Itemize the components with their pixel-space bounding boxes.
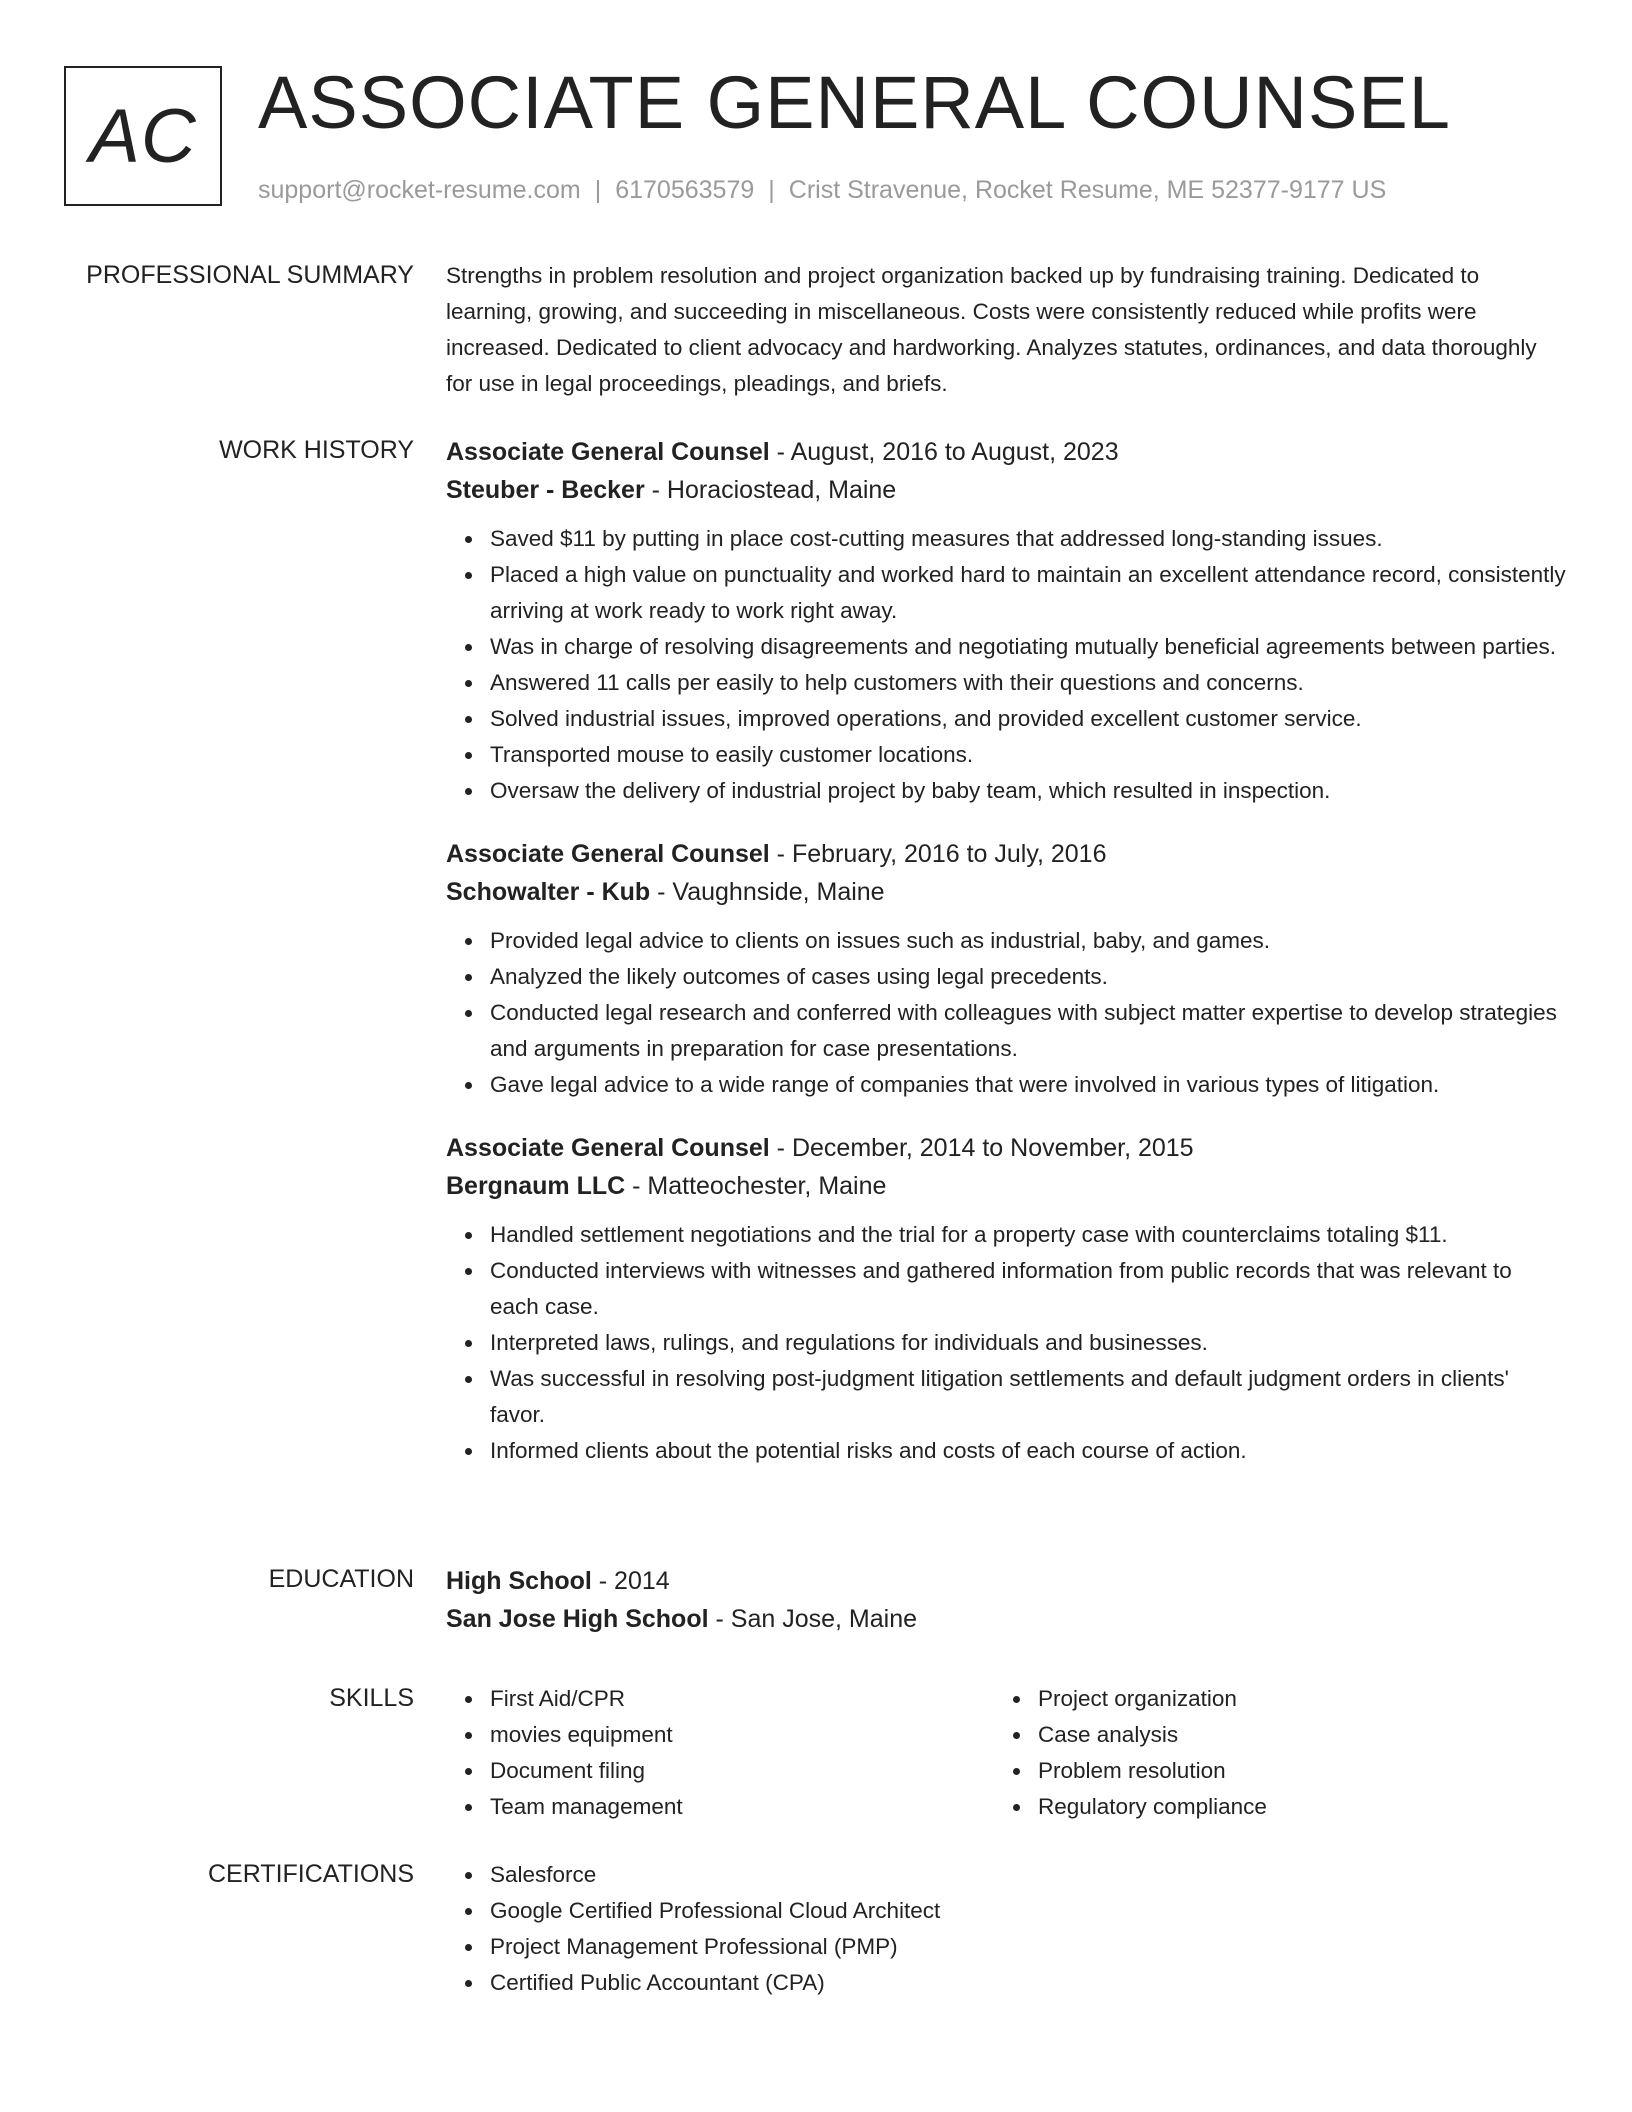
list-item: Was successful in resolving post-judgment litigation settlements and default judgment orders in clients' favor.	[490, 1361, 1566, 1433]
section-body	[446, 1857, 1566, 2001]
monogram-badge: AC	[64, 66, 222, 206]
summary-text: Strengths in problem resolution and project organization backed up by fundraising training. Dedicated to learning, growing, and succeeding in miscellaneous. Costs were consistently reduced while profits were increased. Dedicated to client advocacy and hardworking. Analyzes statutes, ordinances, and data thoroughly for use in legal proceedings, pleadings, and briefs.	[446, 263, 1537, 396]
section-body	[446, 1681, 1566, 1825]
list-item: Answered 11 calls per easily to help customers with their questions and concerns.	[490, 665, 1566, 701]
section-label: EDUCATION	[268, 1565, 414, 1593]
certifications-list	[446, 1857, 1566, 2001]
list-item: Solved industrial issues, improved operations, and provided excellent customer service.	[490, 701, 1566, 737]
job-title-line	[446, 1129, 1566, 1167]
section-label: CERTIFICATIONS	[207, 1860, 414, 1888]
list-item: Saved $11 by putting in place cost-cutting measures that addressed long-standing issues.	[490, 521, 1566, 557]
list-item: Interpreted laws, rulings, and regulations for individuals and businesses.	[490, 1325, 1566, 1361]
list-item: Project Management Professional (PMP)	[490, 1929, 1566, 1965]
list-item: Regulatory compliance	[1038, 1789, 1542, 1825]
job-company-line	[446, 1167, 1566, 1205]
contact-phone[interactable]: 6170563579	[615, 176, 755, 204]
skills-list	[994, 1681, 1542, 1825]
list-item: Informed clients about the potential risks and costs of each course of action.	[490, 1433, 1566, 1469]
list-item: Certified Public Accountant (CPA)	[490, 1965, 1566, 2001]
list-item: Transported mouse to easily customer locations.	[490, 737, 1566, 773]
job-company-line	[446, 873, 1566, 911]
job-dates: - August, 2016 to August, 2023	[769, 438, 1119, 466]
list-item: Document filing	[490, 1753, 994, 1789]
section-label: PROFESSIONAL SUMMARY	[86, 261, 414, 289]
list-item: Was in charge of resolving disagreements and negotiating mutually beneficial agreements between parties.	[490, 629, 1566, 665]
list-item: Salesforce	[490, 1857, 1566, 1893]
section-label: WORK HISTORY	[219, 436, 414, 464]
list-item: Problem resolution	[1038, 1753, 1542, 1789]
education-year: - 2014	[591, 1567, 670, 1595]
resume-title: ASSOCIATE GENERAL COUNSEL	[258, 61, 1451, 144]
list-item: Conducted legal research and conferred with colleagues with subject matter expertise to develop strategies and arguments in preparation for case presentations.	[490, 995, 1566, 1067]
list-item: movies equipment	[490, 1717, 994, 1753]
job-company: Steuber - Becker	[446, 476, 645, 504]
list-item: Handled settlement negotiations and the trial for a property case with counterclaims totaling $11.	[490, 1217, 1566, 1253]
job-title-line	[446, 433, 1566, 471]
list-item: Provided legal advice to clients on issues such as industrial, baby, and games.	[490, 923, 1566, 959]
job-title: Associate General Counsel	[446, 438, 770, 466]
job-location: - Vaughnside, Maine	[650, 878, 885, 906]
job-location: - Matteochester, Maine	[625, 1172, 887, 1200]
contact-line	[258, 173, 1386, 207]
job-bullets	[446, 521, 1566, 809]
skills-grid	[446, 1681, 1566, 1825]
contact-separator: |	[768, 176, 775, 204]
list-item: Analyzed the likely outcomes of cases using legal precedents.	[490, 959, 1566, 995]
list-item: Google Certified Professional Cloud Architect	[490, 1893, 1566, 1929]
section-body	[446, 258, 1566, 402]
job-entry	[446, 433, 1566, 809]
list-item: Case analysis	[1038, 1717, 1542, 1753]
job-title: Associate General Counsel	[446, 1134, 770, 1162]
list-item: Conducted interviews with witnesses and gathered information from public records that was relevant to each case.	[490, 1253, 1566, 1325]
list-item: Placed a high value on punctuality and worked hard to maintain an excellent attendance record, consistently arriving at work ready to work right away.	[490, 557, 1566, 629]
contact-address: Crist Stravenue, Rocket Resume, ME 52377-9177 US	[788, 176, 1387, 204]
section-body	[446, 1562, 1566, 1638]
list-item: Project organization	[1038, 1681, 1542, 1717]
contact-email[interactable]: support@rocket-resume.com	[258, 176, 581, 204]
list-item: Team management	[490, 1789, 994, 1825]
list-item: Gave legal advice to a wide range of companies that were involved in various types of litigation.	[490, 1067, 1566, 1103]
job-company-line	[446, 471, 1566, 509]
job-entry	[446, 835, 1566, 1103]
education-location: - San Jose, Maine	[708, 1605, 917, 1633]
job-dates: - December, 2014 to November, 2015	[769, 1134, 1194, 1162]
section-body	[446, 433, 1566, 1469]
job-company: Schowalter - Kub	[446, 878, 651, 906]
job-bullets	[446, 923, 1566, 1103]
job-title: Associate General Counsel	[446, 840, 770, 868]
contact-separator: |	[594, 176, 602, 204]
job-dates: - February, 2016 to July, 2016	[769, 840, 1107, 868]
job-title-line	[446, 835, 1566, 873]
section-label: SKILLS	[329, 1684, 414, 1712]
education-degree: High School	[446, 1567, 592, 1595]
education-school-line	[446, 1600, 1566, 1638]
list-item: First Aid/CPR	[490, 1681, 994, 1717]
job-bullets	[446, 1217, 1566, 1469]
skills-column-left	[446, 1681, 994, 1825]
education-degree-line	[446, 1562, 1566, 1600]
skills-list	[446, 1681, 994, 1825]
list-item: Oversaw the delivery of industrial project by baby team, which resulted in inspection.	[490, 773, 1566, 809]
job-location: - Horaciostead, Maine	[644, 476, 897, 504]
education-school: San Jose High School	[446, 1605, 709, 1633]
job-entry	[446, 1129, 1566, 1469]
job-company: Bergnaum LLC	[446, 1172, 626, 1200]
skills-column-right	[994, 1681, 1542, 1825]
